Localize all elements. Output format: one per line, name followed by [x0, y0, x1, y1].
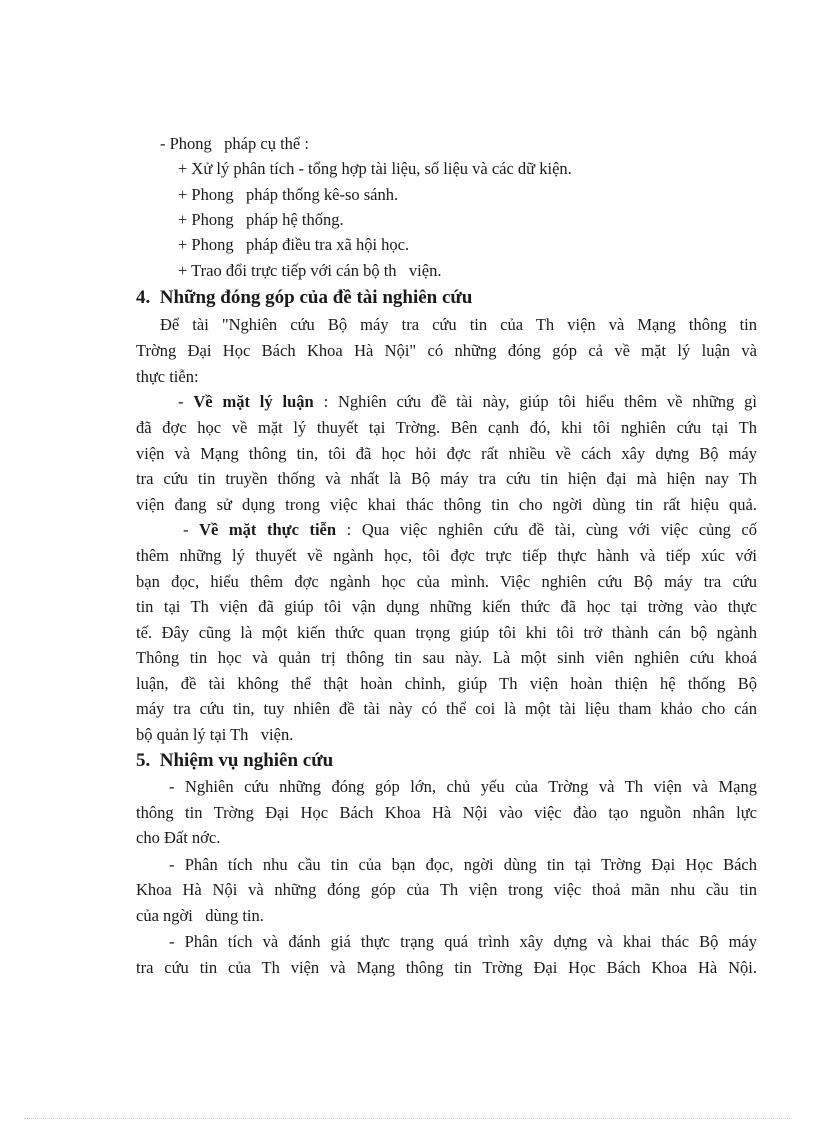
theory-line1-text: : Nghiên cứu đề tài này, giúp tôi hiểu thêm về những gì [313, 392, 758, 411]
method-item: + Trao đổi trực tiếp với cán bộ th viện. [178, 261, 442, 280]
practice-line: luận, đề tài không thể thật hoàn chỉnh, giúp Th viện hoàn thiện hệ thống Bộ [136, 674, 757, 693]
section5-para1-line: - Nghiên cứu những đóng góp lớn, chủ yếu của Trờng và Th viện và Mạng [169, 777, 757, 796]
section5-para1-line: thông tin Trờng Đại Học Bách Khoa Hà Nội vào việc đào tạo nguồn nhân lực [136, 803, 757, 822]
section4-intro-line: thực tiễn: [136, 367, 199, 386]
method-item: + Xử lý phân tích - tổng hợp tài liệu, số liệu và các dữ kiện. [178, 159, 572, 178]
section5-para2-line: của ngời dùng tin. [136, 906, 264, 925]
practice-line: Thông tin học và quản trị thông tin sau này. Là một sinh viên nghiên cứu khoá [136, 648, 757, 667]
theory-paragraph-first-line: - Về mặt lý luận : Nghiên cứu đề tài này, giúp tôi hiểu thêm về những gì [178, 392, 758, 411]
section-heading-5: 5. Nhiệm vụ nghiên cứu [136, 750, 334, 771]
practice-line: thêm những lý thuyết về ngành học, tôi đợc trực tiếp thực hành và tiếp xúc với [136, 546, 757, 565]
section5-para1-line: cho Đất nớc. [136, 828, 221, 847]
practice-line: bạn đọc, hiểu thêm đợc ngành học của mình. Việc nghiên cứu Bộ máy tra cứu [136, 572, 757, 591]
method-intro: - Phong pháp cụ thể : [160, 134, 309, 153]
section5-para2-line: - Phân tích nhu cầu tin của bạn đọc, ngời dùng tin tại Trờng Đại Học Bách [169, 855, 757, 874]
theory-line: đã đợc học về mặt lý thuyết tại Trờng. Bên cạnh đó, khi tôi nghiên cứu tại Th [136, 418, 757, 437]
practice-line: tế. Đây cũng là một kiến thức quan trọng giúp tôi khi tôi trở thành cán bộ ngành [136, 623, 757, 642]
method-item: + Phong pháp thống kê-so sánh. [178, 185, 399, 204]
theory-line: viện đang sử dụng trong việc khai thác thông tin cho ngời dùng tin rất hiệu quả. [136, 495, 757, 514]
practice-label: Về mặt thực tiễn [199, 520, 337, 539]
practice-line: bộ quản lý tại Th viện. [136, 725, 294, 744]
page-bottom-rule [24, 1118, 792, 1119]
method-item: + Phong pháp hệ thống. [178, 210, 344, 229]
section5-para2-line: Khoa Hà Nội và những đóng góp của Th viện trong việc thoả mãn nhu cầu tin [136, 880, 757, 899]
method-item: + Phong pháp điều tra xã hội học. [178, 235, 410, 254]
theory-line: viện và Mạng thông tin, tôi đã học hỏi đợc rất nhiều về cách xây dựng Bộ máy [136, 444, 757, 463]
section5-para3-line: tra cứu tin của Th viện và Mạng thông tin Trờng Đại Học Bách Khoa Hà Nội. [136, 958, 757, 977]
section5-para3-line: - Phân tích và đánh giá thực trạng quá trình xây dựng và khai thác Bộ máy [169, 932, 757, 951]
practice-paragraph-first-line: - Về mặt thực tiễn : Qua việc nghiên cứu đề tài, cùng với việc củng cố [183, 520, 758, 539]
practice-line1-text: : Qua việc nghiên cứu đề tài, cùng với việc củng cố [336, 520, 758, 539]
practice-line: tin tại Th viện đã giúp tôi vận dụng những kiến thức đã học tại trờng vào thực [136, 597, 757, 616]
theory-label: Về mặt lý luận [193, 392, 314, 411]
practice-line: máy tra cứu tin, tuy nhiên đề tài này có thể coi là một tài liệu tham khảo cho cán [136, 699, 757, 718]
theory-line: tra cứu tin truyền thống và nhất là Bộ máy tra cứu tin hiện đại mà hiện nay Th [136, 469, 757, 488]
section4-intro-line: Trờng Đại Học Bách Khoa Hà Nội" có những đóng góp cả về mặt lý luận và [136, 341, 757, 360]
section4-intro-line: Để tài "Nghiên cứu Bộ máy tra cứu tin của Th viện và Mạng thông tin [160, 315, 757, 334]
section-heading-4: 4. Những đóng góp của đề tài nghiên cứu [136, 287, 473, 308]
